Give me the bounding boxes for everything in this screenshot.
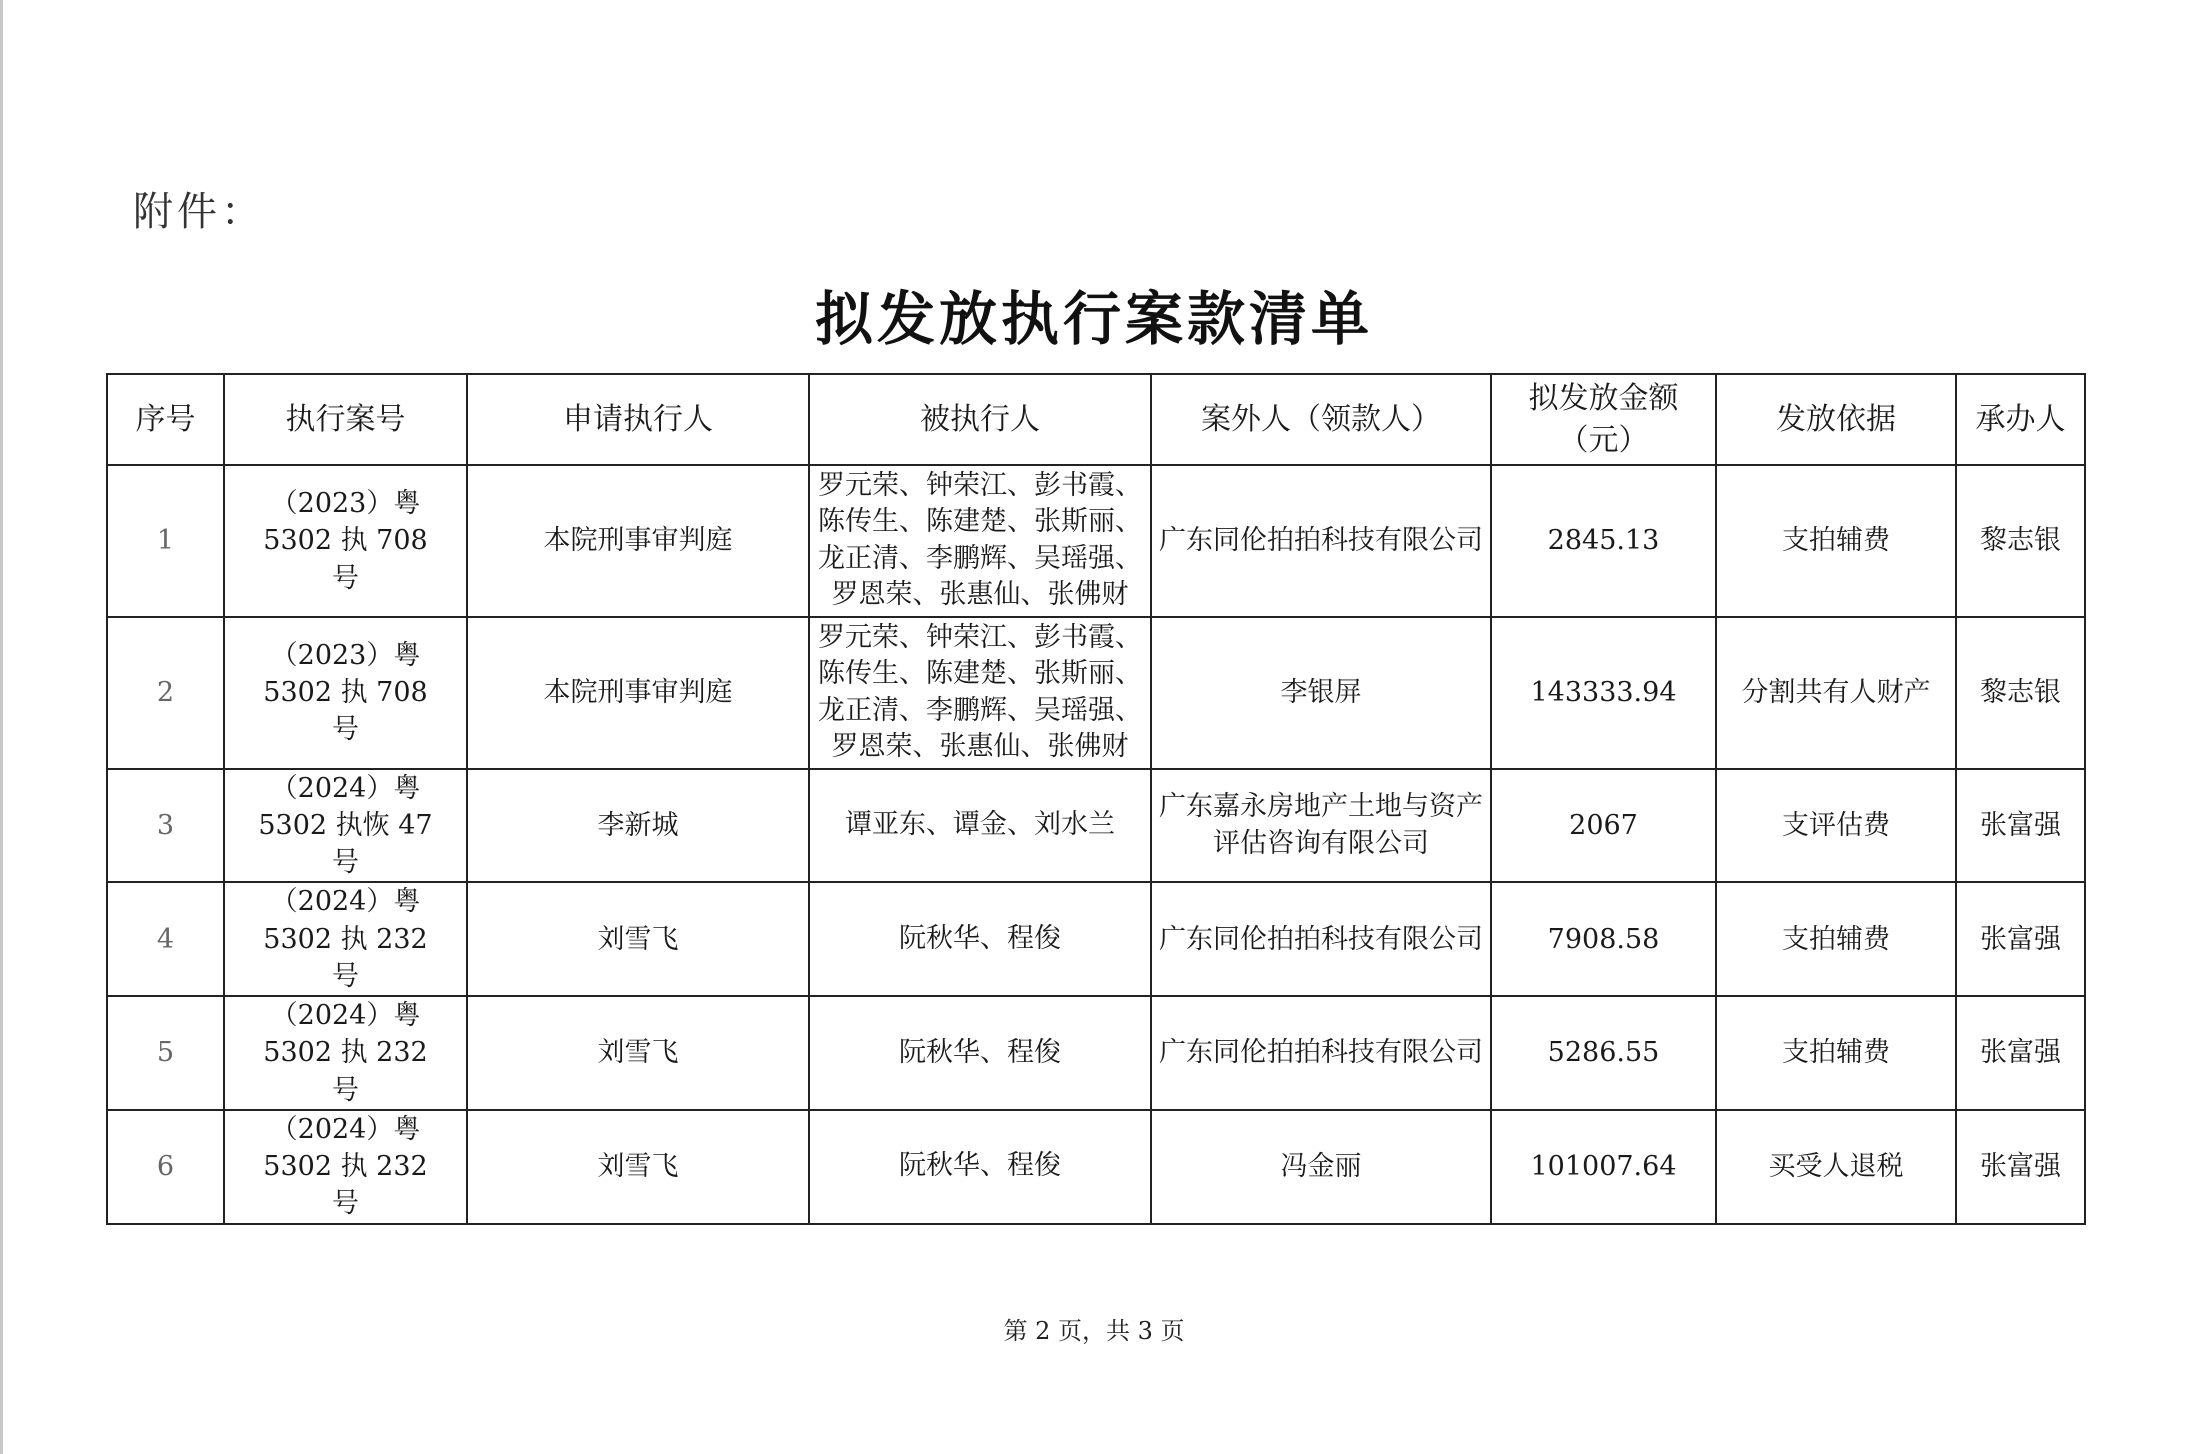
cell-respondents: 罗元荣、钟荣江、彭书霞、陈传生、陈建楚、张斯丽、龙正清、李鹏辉、吴瑶强、罗恩荣、张惠仙、张佛财 (809, 617, 1151, 769)
case-payment-table (106, 373, 2086, 1225)
cell-payee: 广东同伦拍拍科技有限公司 (1151, 882, 1491, 996)
cell-seq: 6 (107, 1110, 224, 1224)
cell-seq: 4 (107, 882, 224, 996)
header-applicant: 申请执行人 (467, 374, 809, 465)
table-header-row (107, 374, 2085, 465)
cell-case-no: （2024）粤 5302 执恢 47 号 (224, 769, 467, 883)
cell-amount: 5286.55 (1491, 996, 1716, 1110)
cell-respondents: 谭亚东、谭金、刘水兰 (809, 769, 1151, 883)
cell-respondents: 阮秋华、程俊 (809, 1110, 1151, 1224)
cell-handler: 张富强 (1956, 1110, 2085, 1224)
cell-applicant: 本院刑事审判庭 (467, 617, 809, 769)
table-row (107, 465, 2085, 617)
cell-amount: 101007.64 (1491, 1110, 1716, 1224)
cell-payee: 广东同伦拍拍科技有限公司 (1151, 465, 1491, 617)
header-payee: 案外人（领款人） (1151, 374, 1491, 465)
cell-amount: 2845.13 (1491, 465, 1716, 617)
cell-payee: 广东嘉永房地产土地与资产评估咨询有限公司 (1151, 769, 1491, 883)
cell-amount: 2067 (1491, 769, 1716, 883)
cell-seq: 2 (107, 617, 224, 769)
cell-case-no: （2023）粤 5302 执 708 号 (224, 465, 467, 617)
cell-case-no: （2024）粤 5302 执 232 号 (224, 882, 467, 996)
header-respondents: 被执行人 (809, 374, 1151, 465)
cell-applicant: 本院刑事审判庭 (467, 465, 809, 617)
cell-handler: 张富强 (1956, 769, 2085, 883)
cell-basis: 支评估费 (1716, 769, 1956, 883)
page-edge (0, 0, 3, 1454)
cell-case-no: （2024）粤 5302 执 232 号 (224, 996, 467, 1110)
table-row (107, 769, 2085, 883)
cell-handler: 黎志银 (1956, 465, 2085, 617)
cell-basis: 买受人退税 (1716, 1110, 1956, 1224)
cell-case-no: （2023）粤 5302 执 708 号 (224, 617, 467, 769)
cell-respondents: 阮秋华、程俊 (809, 882, 1151, 996)
cell-respondents: 阮秋华、程俊 (809, 996, 1151, 1110)
cell-case-no: （2024）粤 5302 执 232 号 (224, 1110, 467, 1224)
table-row (107, 1110, 2085, 1224)
header-case-no: 执行案号 (224, 374, 467, 465)
header-basis: 发放依据 (1716, 374, 1956, 465)
cell-handler: 黎志银 (1956, 617, 2085, 769)
cell-basis: 支拍辅费 (1716, 882, 1956, 996)
table-row (107, 996, 2085, 1110)
cell-seq: 1 (107, 465, 224, 617)
cell-handler: 张富强 (1956, 996, 2085, 1110)
header-seq: 序号 (107, 374, 224, 465)
cell-amount: 7908.58 (1491, 882, 1716, 996)
cell-seq: 5 (107, 996, 224, 1110)
header-amount: 拟发放金额（元） (1491, 374, 1716, 465)
cell-basis: 支拍辅费 (1716, 996, 1956, 1110)
table-row (107, 882, 2085, 996)
cell-applicant: 刘雪飞 (467, 1110, 809, 1224)
cell-payee: 李银屏 (1151, 617, 1491, 769)
cell-respondents: 罗元荣、钟荣江、彭书霞、陈传生、陈建楚、张斯丽、龙正清、李鹏辉、吴瑶强、罗恩荣、张惠仙、张佛财 (809, 465, 1151, 617)
attachment-label: 附件： (133, 189, 265, 235)
cell-basis: 分割共有人财产 (1716, 617, 1956, 769)
cell-payee: 广东同伦拍拍科技有限公司 (1151, 996, 1491, 1110)
cell-payee: 冯金丽 (1151, 1110, 1491, 1224)
cell-applicant: 刘雪飞 (467, 882, 809, 996)
page-number-footer: 第 2 页，共 3 页 (1003, 1317, 1185, 1345)
cell-applicant: 李新城 (467, 769, 809, 883)
table-row (107, 617, 2085, 769)
cell-amount: 143333.94 (1491, 617, 1716, 769)
cell-handler: 张富强 (1956, 882, 2085, 996)
cell-applicant: 刘雪飞 (467, 996, 809, 1110)
header-handler: 承办人 (1956, 374, 2085, 465)
cell-seq: 3 (107, 769, 224, 883)
document-title: 拟发放执行案款清单 (814, 285, 1373, 353)
cell-basis: 支拍辅费 (1716, 465, 1956, 617)
